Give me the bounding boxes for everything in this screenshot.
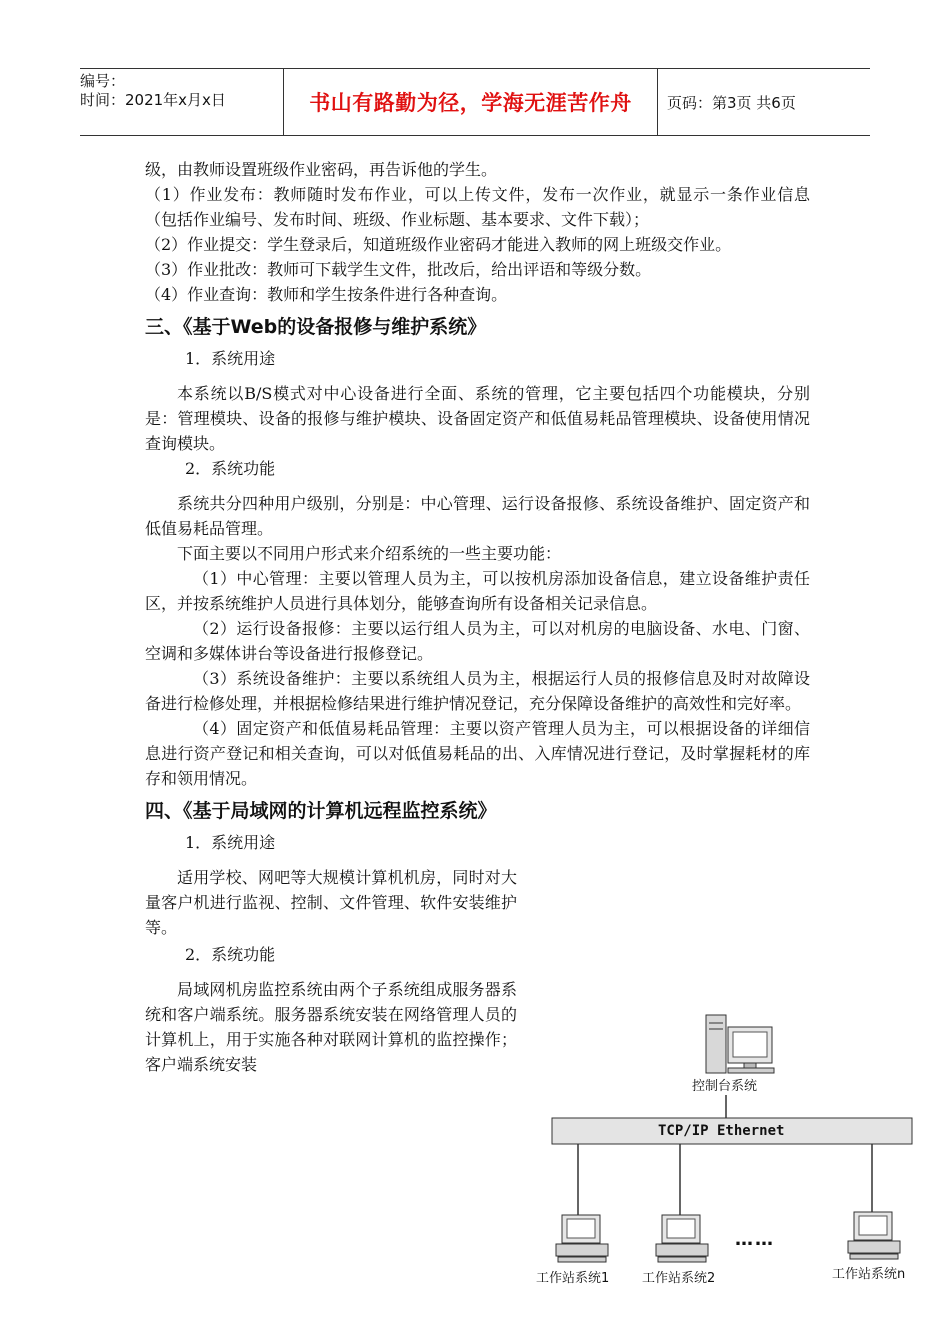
ellipsis-dots: ……: [735, 1229, 775, 1250]
workstation-2-icon: [656, 1215, 708, 1262]
header-page-cell: [657, 69, 870, 135]
paragraph: 局域网机房监控系统由两个子系统组成服务器系统和客户端系统。服务器系统安装在网络管理人员的计算机上，用于实施各种对联网计算机的监控操作；客户端系统安装: [145, 980, 517, 1074]
paragraph: 下面主要以不同用户形式来介绍系统的一些主要功能：: [177, 544, 562, 563]
page-header: [80, 68, 870, 136]
workstation-1-icon: [556, 1215, 608, 1262]
workstation-1-label: 工作站系统1: [536, 1271, 610, 1286]
workstation-2-label: 工作站系统2: [642, 1271, 716, 1286]
code-label: 编号：: [80, 72, 126, 90]
paragraph: （1）中心管理：主要以管理人员为主，可以按机房添加设备信息，建立设备维护责任区，并按系统维护人员进行具体划分，能够查询所有设备相关记录信息。: [145, 569, 810, 613]
paragraph: （4）固定资产和低值易耗品管理：主要以资产管理人员为主，可以根据设备的详细信息进行资产登记和相关查询，可以对低值易耗品的出、入库情况进行登记，及时掌握耗材的库存和领用情况。: [145, 719, 810, 788]
network-diagram: [520, 1005, 930, 1295]
page-number: 页码：第3页 共6页: [667, 93, 796, 112]
subsection-heading: 2．系统功能: [185, 945, 276, 964]
paragraph: 级，由教师设置班级作业密码，再告诉他的学生。: [145, 160, 498, 179]
paragraph: （2）运行设备报修：主要以运行组人员为主，可以对机房的电脑设备、水电、门窗、空调和多媒体讲台等设备进行报修登记。: [145, 619, 810, 663]
paragraph: （3）作业批改：教师可下载学生文件，批改后，给出评语和等级分数。: [145, 260, 652, 279]
subsection-heading: 2．系统功能: [185, 459, 276, 478]
console-computer-icon: [706, 1015, 774, 1073]
network-diagram-lines: [520, 1005, 930, 1295]
section-heading: 四、《基于局域网的计算机远程监控系统》: [145, 800, 497, 822]
document-body: [145, 157, 810, 1077]
subsection-heading: 1．系统用途: [185, 833, 276, 852]
paragraph: 本系统以B/S模式对中心设备进行全面、系统的管理，它主要包括四个功能模块，分别是：管理模块、设备的报修与维护模块、设备固定资产和低值易耗品管理模块、设备使用情况查询模块。: [145, 384, 810, 453]
header-left-cell: [80, 69, 283, 138]
header-motto-cell: [283, 69, 658, 135]
workstation-n-label: 工作站系统n: [832, 1267, 906, 1282]
motto: 书山有路勤为径，学海无涯苦作舟: [309, 91, 632, 115]
section-heading: 三、《基于Web的设备报修与维护系统》: [145, 316, 487, 338]
paragraph: 系统共分四种用户级别，分别是：中心管理、运行设备报修、系统设备维护、固定资产和低值易耗品管理。: [145, 494, 810, 538]
paragraph: （4）作业查询：教师和学生按条件进行各种查询。: [145, 285, 508, 304]
paragraph: （1）作业发布：教师随时发布作业，可以上传文件，发布一次作业，就显示一条作业信息（包括作业编号、发布时间、班级、作业标题、基本要求、文件下载）；: [145, 185, 810, 229]
workstation-n-icon: [848, 1212, 900, 1259]
subsection-heading: 1．系统用途: [185, 349, 276, 368]
paragraph: 适用学校、网吧等大规模计算机机房，同时对大量客户机进行监视、控制、文件管理、软件安装维护等。: [145, 868, 517, 937]
paragraph: （3）系统设备维护：主要以系统组人员为主，根据运行人员的报修信息及时对故障设备进行检修处理，并根据检修结果进行维护情况登记，充分保障设备维护的高效性和完好率。: [145, 669, 810, 713]
console-label: 控制台系统: [692, 1079, 758, 1094]
paragraph: （2）作业提交：学生登录后，知道班级作业密码才能进入教师的网上班级交作业。: [145, 235, 732, 254]
date-text: 时间：2021年x月x日: [80, 91, 226, 109]
bus-label: TCP/IP Ethernet: [658, 1123, 785, 1139]
